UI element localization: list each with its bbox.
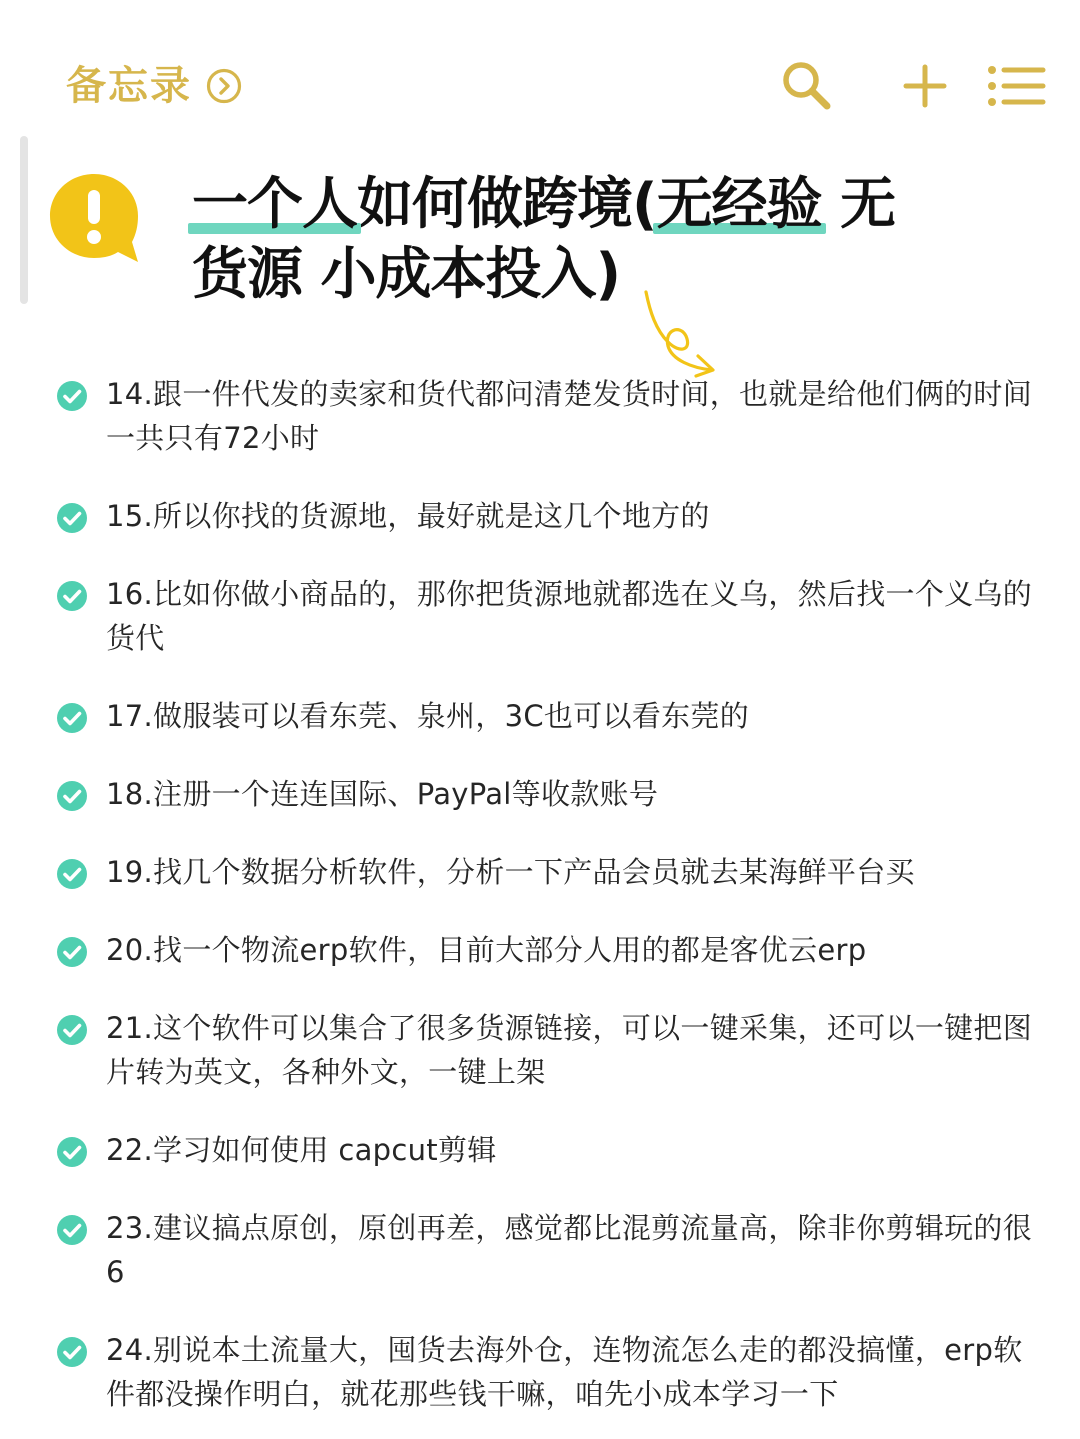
list-menu-icon: [987, 64, 1047, 108]
note-title-line-1: [192, 170, 1052, 240]
checklist-item: [56, 1006, 1046, 1094]
note-title: [192, 170, 1052, 310]
menu-button[interactable]: [986, 56, 1048, 116]
title-segment: 如何做跨境(: [357, 172, 657, 237]
title-highlight-2: 无经验: [657, 170, 822, 240]
check-circle-icon: [56, 380, 88, 412]
chevron-right-circle-icon: [206, 68, 242, 104]
check-circle-icon: [56, 780, 88, 812]
check-circle-icon: [56, 702, 88, 734]
checklist-item-text: 14.跟一件代发的卖家和货代都问清楚发货时间，也就是给他们俩的时间一共只有72小时: [106, 377, 1033, 455]
check-circle-icon: [56, 1136, 88, 1168]
checklist: [56, 372, 1046, 1439]
search-button[interactable]: [776, 56, 838, 116]
add-button[interactable]: [894, 56, 956, 116]
checklist-item: [56, 694, 1046, 738]
exclamation-bubble-icon: [46, 170, 146, 266]
check-circle-icon: [56, 1014, 88, 1046]
checklist-item: [56, 1206, 1046, 1294]
checklist-item: [56, 1328, 1046, 1416]
checklist-item: [56, 772, 1046, 816]
checklist-item-text: 24.别说本土流量大，囤货去海外仓，连物流怎么走的都没搞懂，erp软件都没操作明白，就花那些钱干嘛，咱先小成本学习一下: [106, 1333, 1023, 1411]
checklist-item: [56, 928, 1046, 972]
app-title: 备忘录: [66, 63, 192, 109]
checklist-item-text: 16.比如你做小商品的，那你把货源地就都选在义乌，然后找一个义乌的货代: [106, 577, 1033, 655]
checklist-item-text: 18.注册一个连连国际、PayPal等收款账号: [106, 777, 659, 811]
check-circle-icon: [56, 502, 88, 534]
checklist-item-text: 22.学习如何使用 capcut剪辑: [106, 1133, 497, 1167]
check-circle-icon: [56, 1336, 88, 1368]
title-segment-end: 无: [821, 172, 896, 237]
checklist-item-text: 23.建议搞点原创，原创再差，感觉都比混剪流量高，除非你剪辑玩的很6: [106, 1211, 1033, 1289]
check-circle-icon: [56, 580, 88, 612]
checklist-item: [56, 494, 1046, 538]
search-icon: [779, 58, 835, 114]
check-circle-icon: [56, 1214, 88, 1246]
squiggle-arrow-icon: [640, 288, 730, 382]
note-title-line-2: 货源 小成本投入): [192, 242, 621, 307]
checklist-item-text: 19.找几个数据分析软件，分析一下产品会员就去某海鲜平台买: [106, 855, 915, 889]
plus-icon: [903, 64, 947, 108]
notes-back-link[interactable]: [66, 58, 242, 114]
title-highlight-1: 一个人: [192, 170, 357, 240]
check-circle-icon: [56, 936, 88, 968]
toolbar: [760, 56, 1080, 116]
checklist-item: [56, 850, 1046, 894]
app-header: [0, 0, 1080, 140]
checklist-item-text: 21.这个软件可以集合了很多货源链接，可以一键采集，还可以一键把图片转为英文，各种外文，一键上架: [106, 1011, 1033, 1089]
checklist-item-text: 15.所以你找的货源地，最好就是这几个地方的: [106, 499, 710, 533]
scroll-indicator[interactable]: [20, 136, 28, 304]
check-circle-icon: [56, 858, 88, 890]
checklist-item: [56, 372, 1046, 460]
checklist-item-text: 17.做服装可以看东莞、泉州，3C也可以看东莞的: [106, 699, 750, 733]
checklist-item: [56, 1128, 1046, 1172]
checklist-item: [56, 572, 1046, 660]
checklist-item-text: 20.找一个物流erp软件，目前大部分人用的都是客优云erp: [106, 933, 867, 967]
